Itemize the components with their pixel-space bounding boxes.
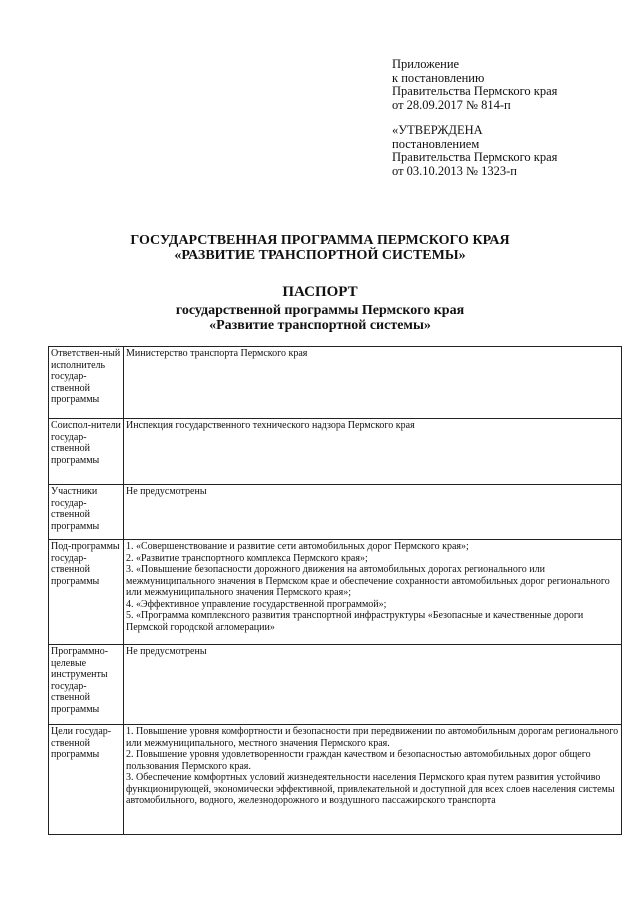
row-line: 1. «Совершенствование и развитие сети автомобильных дорог Пермского края»; [126, 541, 469, 552]
row-value [124, 419, 622, 485]
appendix-block-current [392, 58, 632, 112]
row-line: Инспекция государственного технического надзора Пермского края [126, 420, 415, 431]
row-line: Не предусмотрены [126, 646, 207, 657]
appendix-line: постановлением [392, 136, 480, 151]
row-value [124, 485, 622, 540]
appendix-line: Правительства Пермского края [392, 150, 558, 164]
table-row [49, 347, 622, 419]
row-label: Участники государ-ственной программы [49, 485, 124, 540]
row-line: 4. «Эффективное управление государственной программой»; [126, 598, 387, 610]
row-label: Ответствен-ный исполнитель государ-ственной программы [49, 347, 124, 419]
row-label: Под-программы государ-ственной программы [49, 540, 124, 645]
passport-subtitle-line1: государственной программы Пермского края [175, 303, 465, 318]
table-row [49, 725, 622, 835]
row-line: 1. Повышение уровня комфортности и безопасности при передвижении по автомобильным дорогам регионального или межмуниципального, местного значения Пермского края. [126, 726, 619, 749]
row-line: 2. Повышение уровня удовлетворенности граждан качеством и безопасностью автомобильных дорог общего пользования Пермского края. [126, 749, 591, 772]
passport-subtitle-line2: «Развитие транспортной системы» [209, 318, 431, 333]
program-title-line2: «РАЗВИТИЕ ТРАНСПОРТНОЙ СИСТЕМЫ» [174, 248, 466, 263]
row-line: 5. «Программа комплексного развития транспортной инфраструктуры «Безопасные и качественные дороги Пермской городской агломерации» [126, 610, 584, 633]
appendix-block-approved [392, 124, 632, 178]
row-line: 3. «Повышение безопасности дорожного движения на автомобильных дорогах регионального или межмуниципального значения в Пермском крае и обеспечение сохранности автомобильных дорог регионального или межмуниципального значения Пермского края»; [126, 564, 610, 598]
appendix-line: от 28.09.2017 № 814-п [392, 97, 511, 112]
table-row [49, 540, 622, 645]
row-value [124, 725, 622, 835]
appendix-line: к постановлению [392, 70, 485, 85]
appendix-line: от 03.10.2013 № 1323-п [392, 163, 517, 178]
row-value [124, 540, 622, 645]
appendix-line: «УТВЕРЖДЕНА [392, 123, 483, 137]
table-row [49, 485, 622, 540]
appendix-line: Приложение [392, 57, 460, 71]
row-line: Не предусмотрены [126, 486, 207, 497]
passport-table [48, 346, 622, 835]
row-label: Цели государ-ственной программы [49, 725, 124, 835]
table-row [49, 419, 622, 485]
appendix-line: Правительства Пермского края [392, 84, 558, 98]
row-line: Министерство транспорта Пермского края [126, 348, 308, 359]
passport-heading: ПАСПОРТ [282, 284, 358, 300]
appendix-header [392, 58, 632, 190]
row-value [124, 645, 622, 725]
row-label: Программно-целевые инструменты государ-ственной программы [49, 645, 124, 725]
row-label: Соиспол-нители государ-ственной программы [49, 419, 124, 485]
table-row [49, 645, 622, 725]
row-value [124, 347, 622, 419]
row-line: 3. Обеспечение комфортных условий жизнедеятельности населения Пермского края путем развития устойчиво функционирующей, экономически эффективной, привлекательной и доступной для всех слоев населения системы автомобильного, водного, железнодорожного и воздушного пассажирского транспорта [126, 772, 615, 806]
program-title-line1: ГОСУДАРСТВЕННАЯ ПРОГРАММА ПЕРМСКОГО КРАЯ [130, 233, 510, 248]
row-line: 2. «Развитие транспортного комплекса Пермского края»; [126, 552, 368, 564]
